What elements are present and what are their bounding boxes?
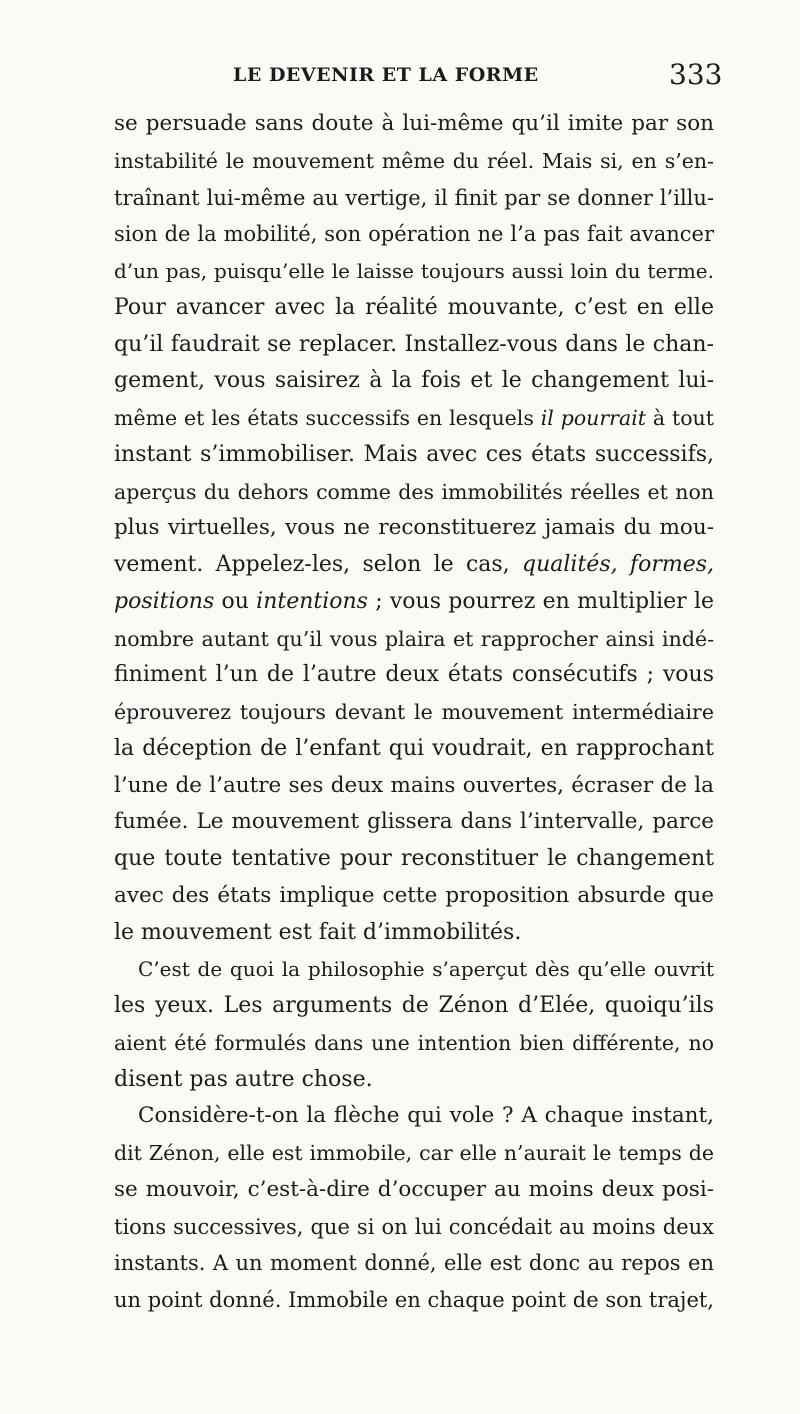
text-line: finiment l’un de l’autre deux états consécutifs ; vous (114, 662, 714, 688)
text-line (114, 547, 714, 584)
italic-span: qualités, formes, (522, 552, 714, 577)
text-span: ou (214, 588, 257, 614)
text-line: la déception de l’enfant qui voudrait, en rapprochant (114, 735, 714, 761)
text-line: l’une de l’autre ses deux mains ouvertes, écraser de la (114, 772, 714, 798)
text-line: tions successives, que si on lui concédait au moins deux (114, 1214, 714, 1239)
page-header (0, 58, 800, 98)
text-line: se mouvoir, c’est-à-dire d’occuper au moins deux posi- (114, 1176, 714, 1202)
text-line: d’un pas, puisqu’elle le laisse toujours aussi loin du terme. (114, 259, 714, 283)
text-line: les yeux. Les arguments de Zénon d’Elée, quoiqu’ils (114, 993, 714, 1018)
text-line: plus virtuelles, vous ne reconstituerez jamais du mou- (114, 515, 714, 541)
text-span: à tout (646, 406, 714, 430)
text-line: gement, vous saisirez à la fois et le changement lui- (114, 368, 714, 394)
text-line (114, 400, 714, 437)
text-line: aient été formulés dans une intention bien différente, no (114, 1030, 714, 1055)
text-line: sion de la mobilité, son opération ne l’a pas fait avancer (114, 222, 714, 247)
text-line: aperçus du dehors comme des immobilités réelles et non (114, 479, 714, 504)
page-number: 333 (669, 58, 723, 91)
text-line: fumée. Le mouvement glissera dans l’intervalle, parce (114, 809, 714, 835)
text-line: instants. A un moment donné, elle est donc au repos en (114, 1251, 714, 1276)
text-span: vement. Appelez-les, selon le cas, (114, 552, 523, 577)
text-line: disent pas autre chose. (114, 1066, 373, 1092)
italic-span: positions (114, 588, 215, 614)
text-line: Considère-t-on la flèche qui vole ? A chaque instant, (138, 1103, 714, 1129)
text-line: éprouverez toujours devant le mouvement intermédiaire (114, 700, 714, 724)
text-line: un point donné. Immobile en chaque point de son trajet, (114, 1288, 714, 1312)
text-line: instant s’immobiliser. Mais avec ces états successifs, (114, 441, 714, 467)
text-line: nombre autant qu’il vous plaira et rapprocher ainsi indé- (114, 626, 714, 651)
text-line (114, 584, 714, 621)
text-line: traînant lui-même au vertige, il finit par se donner l’illu- (114, 185, 714, 210)
italic-span: il pourrait (540, 406, 646, 430)
text-line: C’est de quoi la philosophie s’aperçut dès qu’elle ouvrit (138, 957, 714, 982)
body-text (114, 106, 714, 1319)
running-head: LE DEVENIR ET LA FORME (233, 64, 539, 86)
text-line: qu’il faudrait se replacer. Installez-vous dans le chan- (114, 331, 714, 357)
text-line: le mouvement est fait d’immobilités. (114, 919, 522, 945)
italic-span: intentions (256, 588, 368, 614)
text-line: que toute tentative pour reconstituer le changement (114, 846, 714, 871)
text-line: dit Zénon, elle est immobile, car elle n’aurait le temps de (114, 1141, 714, 1165)
text-span: même et les états successifs en lesquels (114, 406, 541, 430)
text-line: avec des états implique cette proposition absurde que (114, 882, 714, 908)
text-line: Pour avancer avec la réalité mouvante, c’est en elle (114, 294, 714, 320)
text-line: instabilité le mouvement même du réel. Mais si, en s’en- (114, 148, 714, 173)
text-line: se persuade sans doute à lui-même qu’il imite par son (114, 111, 714, 136)
text-span: ; vous pourrez en multiplier le (367, 588, 714, 614)
